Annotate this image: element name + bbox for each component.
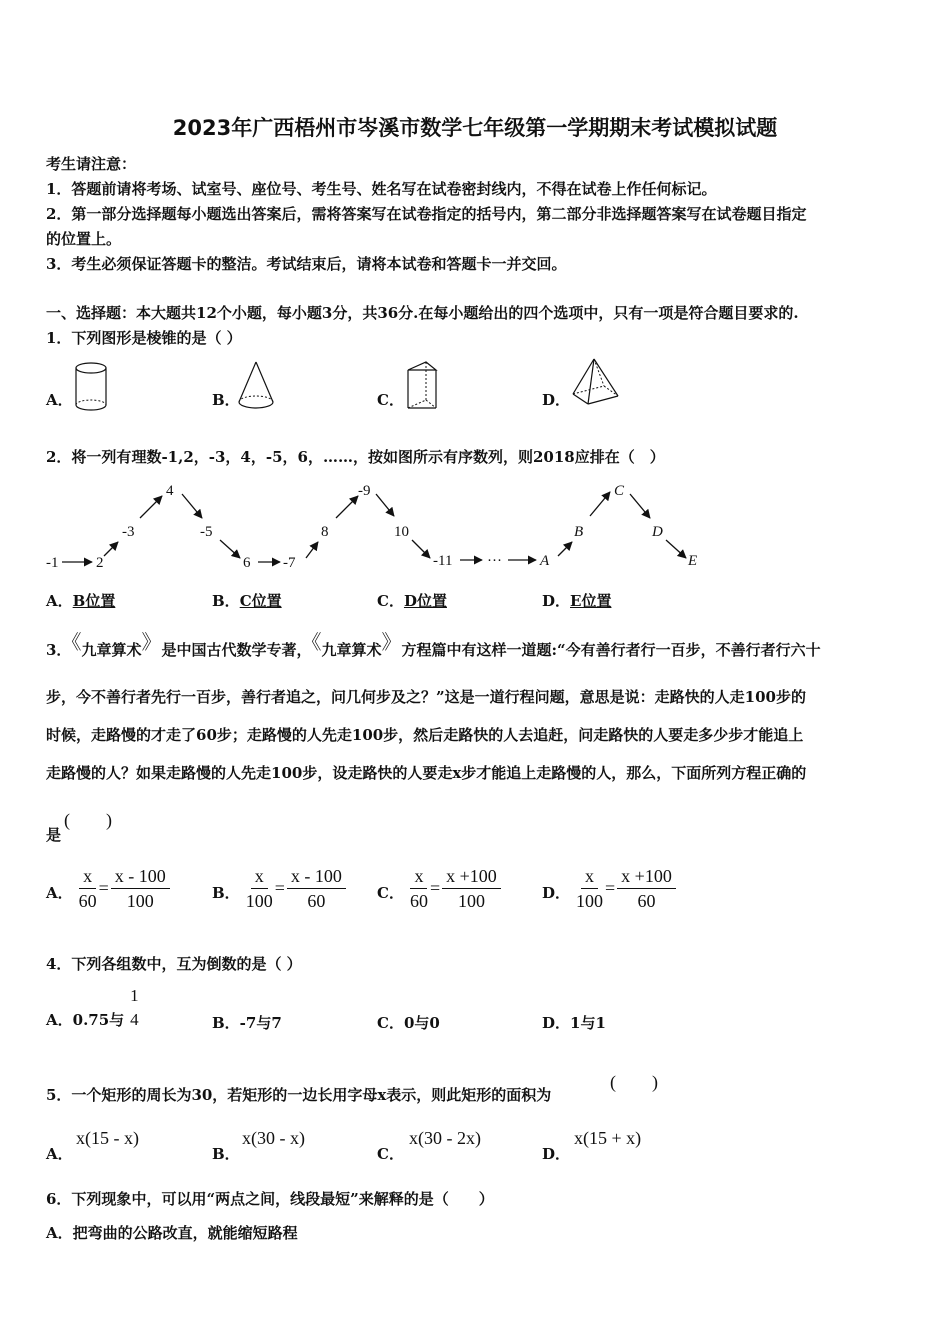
q4-option-b: B．-7与7 [212, 1014, 282, 1032]
seq-C: C [614, 483, 625, 499]
seq-n4: 4 [166, 483, 174, 499]
q1-option-a-label: A． [46, 391, 73, 409]
q3-option-d: D． $\frac{x}{100}$ = $\frac{x +100}{60}$ [542, 866, 676, 911]
q3-book-title-2: 九章算术 [321, 641, 382, 659]
q6-option-a: A．把弯曲的公路改直，就能缩短路程 [46, 1224, 298, 1242]
q2-option-a: A．B位置 [46, 592, 116, 610]
section-heading: 一、选择题：本大题共12个小题，每小题3分，共36分.在每小题给出的四个选项中，只有一项是符合题目要求的. [46, 304, 799, 322]
q2-option-d: D．E位置 [542, 592, 612, 610]
q5-option-d-label: D． [542, 1145, 571, 1163]
page-title: 2023年广西梧州市岑溪市数学七年级第一学期期末考试模拟试题 [172, 116, 778, 140]
seq-n3: -3 [122, 524, 135, 540]
notice-item-2-cont: 的位置上。 [46, 230, 122, 248]
q5-answer-paren: ( ) [610, 1072, 658, 1092]
seq-n5: -5 [200, 524, 213, 540]
q3-line-5: 是 [46, 826, 62, 844]
q3-answer-paren: ( ) [64, 810, 112, 830]
notice-heading: 考生请注意： [46, 155, 137, 173]
q6-stem: 6．下列现象中，可以用“两点之间，线段最短”来解释的是（ ） [46, 1190, 494, 1208]
q1-option-d-label: D． [542, 391, 571, 409]
seq-B: B [574, 524, 584, 540]
seq-D: D [652, 524, 663, 540]
q5-stem: 5．一个矩形的周长为30，若矩形的一边长用字母x表示，则此矩形的面积为 [46, 1086, 552, 1104]
sequence-diagram [40, 478, 720, 576]
seq-n1: -1 [46, 555, 59, 571]
q3-line-4: 走路慢的人？如果走路慢的人先走100步，设走路快的人要走x步才能追上走路慢的人，那么，下面所列方程正确的 [46, 764, 807, 782]
q3-line-2: 步，今不善行者先行一百步，善行者追之，问几何步及之？”这是一道行程问题，意思是说：走路快的人走100步的 [46, 688, 806, 706]
seq-n6: 6 [243, 555, 251, 571]
notice-item-3: 3．考生必须保证答题卡的整洁。考试结束后，请将本试卷和答题卡一并交回。 [46, 255, 567, 273]
q5-option-d-expr: x(15 + x) [574, 1128, 642, 1148]
seq-E: E [688, 553, 698, 569]
seq-n10: 10 [394, 524, 409, 540]
q5-option-b-label: B． [212, 1145, 240, 1163]
pyramid-figure [568, 356, 622, 414]
q1-stem: 1．下列图形是棱锥的是（ ） [46, 329, 242, 347]
q2-option-c: C．D位置 [377, 592, 447, 610]
notice-item-2: 2．第一部分选择题每小题选出答案后，需将答案写在试卷指定的括号内，第二部分非选择题答案写在试卷题目指定 [46, 205, 807, 223]
seq-n2: 2 [96, 555, 104, 571]
cylinder-figure [70, 360, 112, 414]
q3-line-3: 时候，走路慢的才走了60步；走路慢的人先走100步，然后走路快的人去追赶，问走路快的人要走多少步才能追上 [46, 726, 804, 744]
seq-n8: 8 [321, 524, 329, 540]
q3-line-1: 3．《九章算术》是中国古代数学专著，《九章算术》方程篇中有这样一道题:“今有善行者行一百步，不善行者行六十 [46, 630, 821, 659]
q3-option-b: B． $\frac{x}{100}$ = $\frac{x - 100}{60}$ [212, 866, 346, 911]
q5-option-a-expr: x(15 - x) [76, 1128, 139, 1148]
q1-option-c-label: C． [377, 391, 404, 409]
q4-option-c: C．0与0 [377, 1014, 440, 1032]
q4-stem: 4．下列各组数中，互为倒数的是（ ） [46, 955, 302, 973]
seq-n9: -9 [358, 483, 371, 499]
q3-book-title-1: 九章算术 [81, 641, 142, 659]
prism-figure [400, 356, 444, 414]
seq-dots: ··· [487, 553, 502, 569]
seq-n11: -11 [433, 553, 453, 569]
q4-option-a: A．0.75与 1 4 [46, 986, 139, 1029]
q4-option-d: D．1与1 [542, 1014, 606, 1032]
seq-n7: -7 [283, 555, 296, 571]
q2-option-b: B．C位置 [212, 592, 282, 610]
q3-option-c: C． $\frac{x}{60}$ = $\frac{x +100}{100}$ [377, 866, 501, 911]
seq-A: A [540, 553, 550, 569]
cone-figure [234, 358, 278, 414]
q1-option-b-label: B． [212, 391, 240, 409]
q5-option-c-expr: x(30 - 2x) [409, 1128, 481, 1148]
notice-item-1: 1．答题前请将考场、试室号、座位号、考生号、姓名写在试卷密封线内，不得在试卷上作任何标记。 [46, 180, 717, 198]
q2-stem: 2．将一列有理数-1,2，-3，4，-5，6，……，按如图所示有序数列，则2018应排在（ ） [46, 448, 665, 466]
q5-option-a-label: A． [46, 1145, 73, 1163]
q5-option-b-expr: x(30 - x) [242, 1128, 305, 1148]
q3-option-a: A． $\frac{x}{60}$ = $\frac{x - 100}{100}$ [46, 866, 170, 911]
q5-option-c-label: C． [377, 1145, 404, 1163]
